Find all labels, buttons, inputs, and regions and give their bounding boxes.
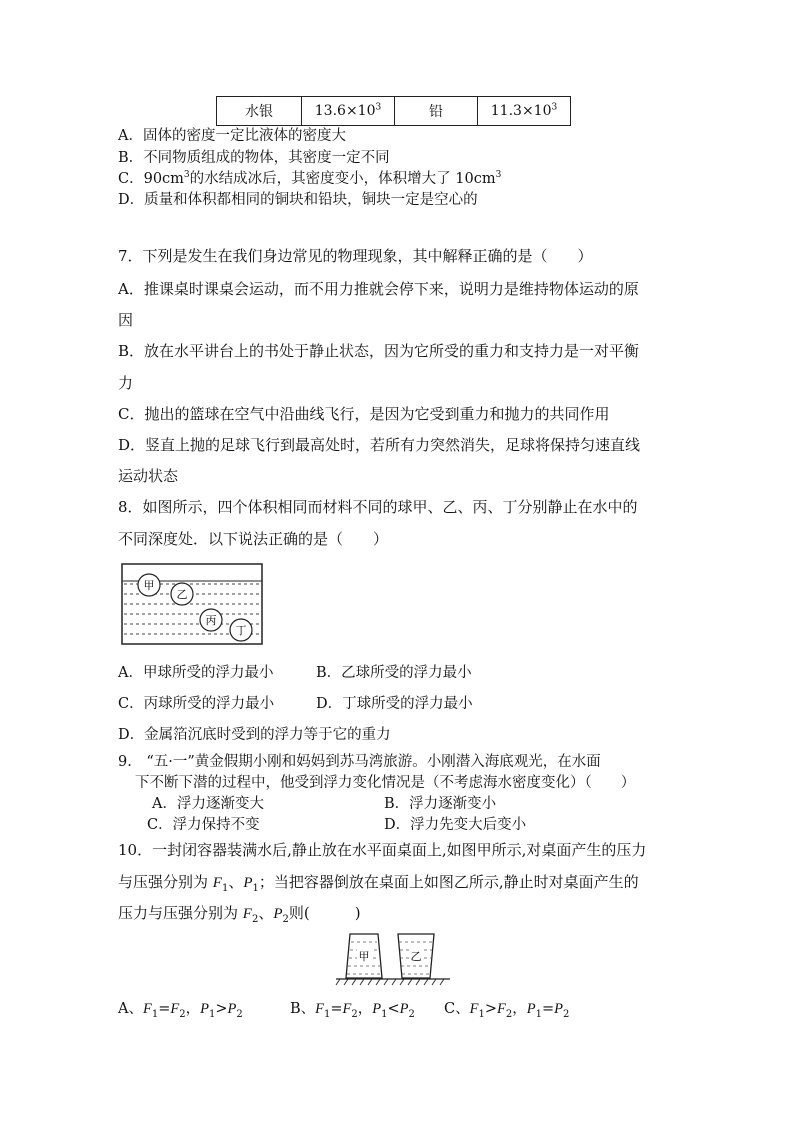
q7-option-c: C．抛出的篮球在空气中沿曲线飞行，是因为它受到重力和抛力的共同作用: [118, 405, 610, 423]
q10-option-a: A、$F_1=F_2$，$P_1>P_2$: [118, 1001, 243, 1020]
q10-stem-cont2: 压力与压强分别为 $F_2$、$P_2$则( ): [118, 904, 361, 925]
q9-option-d: D．浮力先变大后变小: [384, 817, 527, 833]
q6-option-b: B．不同物质组成的物体，其密度一定不同: [118, 150, 390, 166]
q8-option-d: D．丁球所受的浮力最小: [316, 696, 473, 712]
svg-text:丁: 丁: [235, 624, 247, 637]
density-table: [216, 96, 571, 126]
q7-option-b-cont: 力: [118, 374, 134, 392]
q9-stem-cont: 下不断下潜的过程中，他受到浮力变化情况是（不考虑海水密度变化）（ ）: [135, 775, 636, 791]
ball-jia: [138, 574, 160, 596]
q7-option-a-cont: 因: [118, 311, 134, 329]
container-jia: [346, 934, 382, 978]
q9-option-b: B．浮力逐渐变小: [384, 796, 497, 812]
q6-option-a: A．固体的密度一定比液体的密度大: [118, 128, 346, 144]
q7-option-b: B．放在水平讲台上的书处于静止状态，因为它所受的重力和支持力是一对平衡: [118, 342, 640, 360]
q10-stem: 10．一封闭容器装满水后,静止放在水平面桌面上,如图甲所示,对桌面产生的压力: [118, 841, 647, 859]
svg-text:甲: 甲: [358, 950, 370, 963]
q9-option-c: C．浮力保持不变: [147, 817, 260, 833]
q6-option-c: C．$90cm^3$的水结成冰后，其密度变小，体积增大了 $10cm^3$: [118, 170, 502, 187]
ball-bing: [200, 609, 222, 631]
q9-stem: 9. “五·一”黄金假期小刚和妈妈到苏马湾旅游。小刚潜入海底观光，在水面: [118, 754, 601, 770]
q7-option-a: A．推课桌时课桌会运动，而不用力推就会停下来，说明力是维持物体运动的原: [118, 280, 639, 298]
ball-yi: [171, 583, 193, 605]
table-cell: $11.3\times 10^3$: [478, 97, 571, 126]
container-yi: [398, 934, 434, 978]
q10-container-figure: [334, 928, 454, 988]
q10-stem-cont: 与压强分别为 $F_1$、$P_1$；当把容器倒放在桌面上如图乙所示,静止时对桌面产生的: [118, 873, 639, 894]
q7-option-d: D．竖直上抛的足球飞行到最高处时，若所有力突然消失，足球将保持匀速直线: [118, 436, 641, 454]
table-cell: 铅: [395, 97, 478, 126]
q8-stem-cont: 不同深度处．以下说法正确的是（ ）: [118, 530, 389, 548]
q8-water-tank-figure: [120, 562, 266, 648]
q9-option-a: A．浮力逐渐变大: [152, 796, 264, 812]
q8-option-a: A．甲球所受的浮力最小: [118, 665, 274, 681]
q8-option-b: B．乙球所受的浮力最小: [316, 665, 472, 681]
q8-stem: 8．如图所示，四个体积相同而材料不同的球甲、乙、丙、丁分别静止在水中的: [118, 498, 638, 516]
q10-option-c: C、$F_1>F_2$，$P_1=P_2$: [444, 1001, 570, 1020]
q7-option-d-cont: 运动状态: [118, 467, 179, 485]
svg-text:乙: 乙: [176, 588, 188, 601]
table-cell: 水银: [217, 97, 302, 126]
q10-option-b: B、$F_1=F_2$，$P_1<P_2$: [290, 1001, 415, 1020]
ball-ding: [230, 619, 252, 641]
svg-text:丙: 丙: [205, 614, 217, 627]
svg-text:甲: 甲: [143, 579, 155, 592]
svg-text:乙: 乙: [410, 950, 422, 963]
table-row: [217, 97, 571, 126]
q8-option-c: C．丙球所受的浮力最小: [118, 696, 275, 712]
table-cell: $13.6\times 10^3$: [302, 97, 395, 126]
q6-option-d: D．质量和体积都相同的铜块和铅块，铜块一定是空心的: [118, 192, 478, 208]
q8-option-e: D．金属箔沉底时受到的浮力等于它的重力: [118, 727, 391, 743]
q7-stem: 7．下列是发生在我们身边常见的物理现象，其中解释正确的是（ ）: [118, 247, 593, 265]
